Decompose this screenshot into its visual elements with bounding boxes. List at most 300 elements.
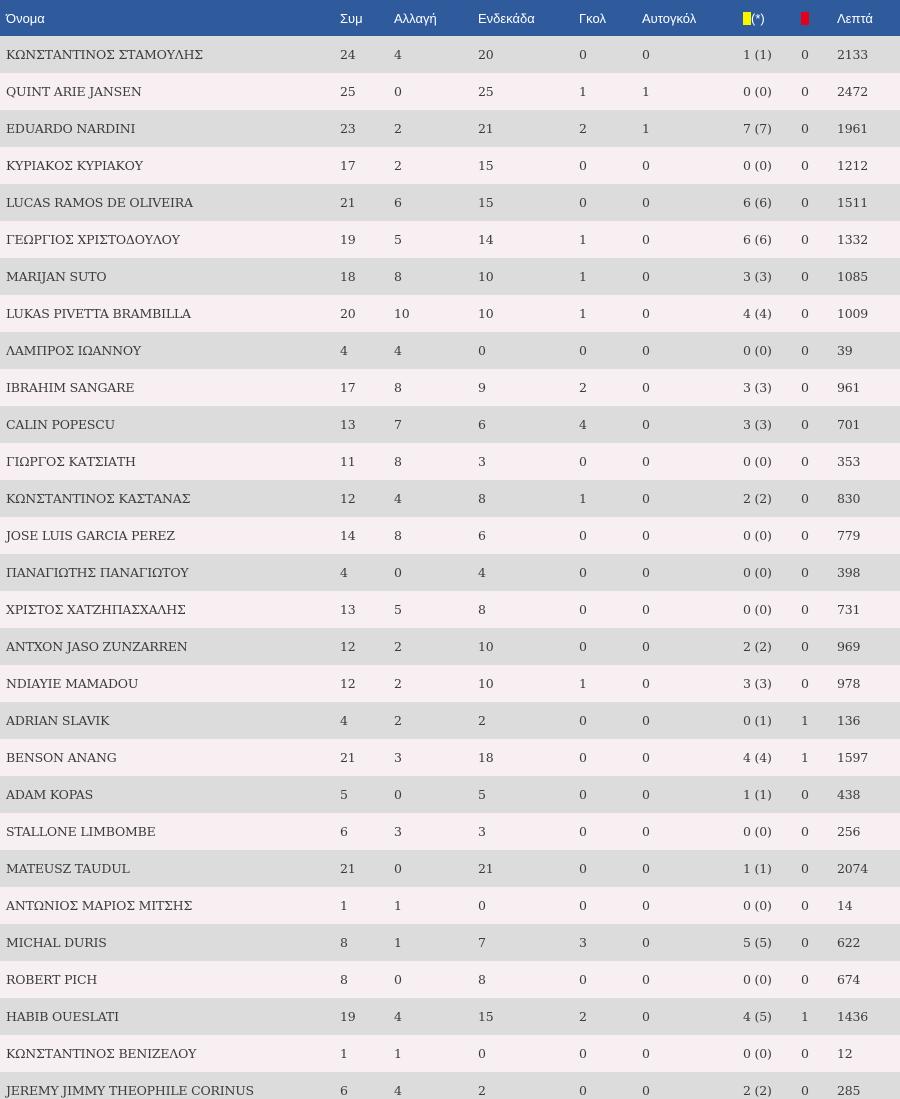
cell-substitute: 0 <box>394 84 402 99</box>
cell-goals: 0 <box>579 750 587 765</box>
cell-appearances: 1 <box>340 1046 348 1061</box>
cell-own-goals: 0 <box>642 898 650 913</box>
cell-goals: 0 <box>579 972 587 987</box>
yellow-card-icon <box>743 12 751 25</box>
cell-appearances: 6 <box>340 1083 348 1098</box>
cell-own-goals: 1 <box>642 121 650 136</box>
cell-goals: 0 <box>579 454 587 469</box>
cell-minutes: 622 <box>837 935 861 950</box>
cell-minutes: 969 <box>837 639 861 654</box>
cell-yellow-cards: 2 (2) <box>743 491 772 506</box>
cell-red-cards: 0 <box>801 306 809 321</box>
cell-name[interactable]: IBRAHIM SANGARE <box>6 380 135 395</box>
column-header-yellow-cards[interactable] <box>737 0 795 36</box>
cell-minutes: 731 <box>837 602 861 617</box>
column-header-red-cards[interactable] <box>795 0 831 36</box>
cell-yellow-cards: 4 (4) <box>743 306 772 321</box>
cell-starting-eleven: 2 <box>478 713 486 728</box>
column-header-own-goals[interactable]: Αυτογκόλ <box>642 10 697 26</box>
cell-yellow-cards: 0 (1) <box>743 713 772 728</box>
cell-name[interactable]: ΚΩΝΣΤΑΝΤΙΝΟΣ ΣΤΑΜΟΥΛΗΣ <box>6 47 203 62</box>
cell-appearances: 13 <box>340 602 356 617</box>
cell-yellow-cards: 0 (0) <box>743 158 772 173</box>
cell-yellow-cards: 0 (0) <box>743 972 772 987</box>
cell-yellow-cards: 0 (0) <box>743 84 772 99</box>
table-row <box>0 184 900 221</box>
column-header-goals[interactable]: Γκολ <box>579 10 606 26</box>
cell-yellow-cards: 1 (1) <box>743 861 772 876</box>
cell-goals: 0 <box>579 861 587 876</box>
cell-substitute: 2 <box>394 676 402 691</box>
cell-own-goals: 0 <box>642 1046 650 1061</box>
cell-substitute: 4 <box>394 491 402 506</box>
table-row <box>0 221 900 258</box>
table-row <box>0 739 900 776</box>
cell-yellow-cards: 3 (3) <box>743 417 772 432</box>
cell-name[interactable]: ΓΙΩΡΓΟΣ ΚΑΤΣΙΑΤΗ <box>6 454 136 469</box>
cell-substitute: 5 <box>394 602 402 617</box>
cell-minutes: 39 <box>837 343 853 358</box>
cell-yellow-cards: 0 (0) <box>743 454 772 469</box>
cell-own-goals: 0 <box>642 269 650 284</box>
cell-substitute: 0 <box>394 787 402 802</box>
table-row <box>0 369 900 406</box>
cell-appearances: 8 <box>340 972 348 987</box>
cell-red-cards: 0 <box>801 1083 809 1098</box>
cell-goals: 0 <box>579 824 587 839</box>
cell-substitute: 8 <box>394 380 402 395</box>
cell-minutes: 961 <box>837 380 861 395</box>
cell-yellow-cards: 0 (0) <box>743 1046 772 1061</box>
cell-yellow-cards: 4 (5) <box>743 1009 772 1024</box>
cell-yellow-cards: 7 (7) <box>743 121 772 136</box>
cell-own-goals: 0 <box>642 602 650 617</box>
cell-appearances: 4 <box>340 713 348 728</box>
cell-substitute: 5 <box>394 232 402 247</box>
cell-name[interactable]: EDUARDO NARDINI <box>6 121 136 136</box>
cell-minutes: 14 <box>837 898 853 913</box>
cell-starting-eleven: 8 <box>478 491 486 506</box>
cell-appearances: 6 <box>340 824 348 839</box>
cell-red-cards: 1 <box>801 713 809 728</box>
cell-own-goals: 0 <box>642 1009 650 1024</box>
red-card-icon <box>801 12 809 25</box>
cell-minutes: 398 <box>837 565 861 580</box>
cell-appearances: 21 <box>340 861 356 876</box>
cell-appearances: 12 <box>340 676 356 691</box>
cell-substitute: 4 <box>394 47 402 62</box>
cell-name[interactable]: ΚΩΝΣΤΑΝΤΙΝΟΣ ΚΑΣΤΑΝΑΣ <box>6 491 191 506</box>
cell-name[interactable]: HABIB OUESLATI <box>6 1009 119 1024</box>
cell-own-goals: 0 <box>642 343 650 358</box>
cell-starting-eleven: 3 <box>478 454 486 469</box>
cell-goals: 1 <box>579 84 587 99</box>
table-row <box>0 147 900 184</box>
cell-own-goals: 0 <box>642 491 650 506</box>
cell-appearances: 8 <box>340 935 348 950</box>
cell-minutes: 1597 <box>837 750 869 765</box>
cell-red-cards: 0 <box>801 824 809 839</box>
cell-substitute: 4 <box>394 1083 402 1098</box>
column-header-starting-eleven[interactable]: Ενδεκάδα <box>478 10 535 26</box>
cell-appearances: 4 <box>340 343 348 358</box>
cell-starting-eleven: 10 <box>478 306 494 321</box>
cell-starting-eleven: 15 <box>478 195 494 210</box>
cell-starting-eleven: 10 <box>478 269 494 284</box>
table-row <box>0 406 900 443</box>
table-row <box>0 443 900 480</box>
cell-starting-eleven: 21 <box>478 861 494 876</box>
cell-goals: 1 <box>579 491 587 506</box>
cell-appearances: 1 <box>340 898 348 913</box>
cell-name[interactable]: ADAM KOPAS <box>6 787 93 802</box>
table-row <box>0 110 900 147</box>
cell-goals: 1 <box>579 676 587 691</box>
cell-substitute: 0 <box>394 861 402 876</box>
cell-substitute: 2 <box>394 639 402 654</box>
cell-yellow-cards: 3 (3) <box>743 269 772 284</box>
cell-minutes: 438 <box>837 787 861 802</box>
cell-yellow-cards: 0 (0) <box>743 824 772 839</box>
column-header-minutes[interactable]: Λεπτά <box>837 10 873 26</box>
column-header-substitute[interactable]: Αλλαγή <box>394 10 437 26</box>
cell-name[interactable]: STALLONE LIMBOMBE <box>6 824 156 839</box>
cell-name[interactable]: MARIJAN SUTO <box>6 269 107 284</box>
yellow-card-suffix: (*) <box>751 10 765 26</box>
table-row <box>0 517 900 554</box>
cell-substitute: 1 <box>394 898 402 913</box>
cell-starting-eleven: 0 <box>478 898 486 913</box>
cell-minutes: 12 <box>837 1046 853 1061</box>
cell-name[interactable]: ANTXON JASO ZUNZARREN <box>6 639 188 654</box>
cell-minutes: 1961 <box>837 121 869 136</box>
cell-minutes: 978 <box>837 676 861 691</box>
cell-minutes: 1085 <box>837 269 869 284</box>
cell-yellow-cards: 3 (3) <box>743 676 772 691</box>
cell-appearances: 14 <box>340 528 356 543</box>
cell-minutes: 1436 <box>837 1009 869 1024</box>
cell-own-goals: 0 <box>642 528 650 543</box>
cell-yellow-cards: 0 (0) <box>743 528 772 543</box>
cell-starting-eleven: 15 <box>478 1009 494 1024</box>
table-row <box>0 1072 900 1099</box>
cell-name[interactable]: ADRIAN SLAVIK <box>6 713 110 728</box>
cell-yellow-cards: 0 (0) <box>743 565 772 580</box>
table-row <box>0 702 900 739</box>
cell-starting-eleven: 3 <box>478 824 486 839</box>
cell-appearances: 12 <box>340 639 356 654</box>
cell-starting-eleven: 21 <box>478 121 494 136</box>
cell-own-goals: 0 <box>642 861 650 876</box>
column-header-name[interactable]: Όνομα <box>6 10 45 26</box>
cell-own-goals: 0 <box>642 972 650 987</box>
cell-appearances: 4 <box>340 565 348 580</box>
cell-starting-eleven: 8 <box>478 972 486 987</box>
cell-starting-eleven: 0 <box>478 343 486 358</box>
column-header-appearances[interactable]: Συμ <box>340 10 363 26</box>
cell-red-cards: 0 <box>801 898 809 913</box>
cell-own-goals: 0 <box>642 676 650 691</box>
cell-name[interactable]: ROBERT PICH <box>6 972 98 987</box>
cell-yellow-cards: 3 (3) <box>743 380 772 395</box>
cell-appearances: 17 <box>340 158 356 173</box>
cell-substitute: 2 <box>394 713 402 728</box>
cell-yellow-cards: 4 (4) <box>743 750 772 765</box>
cell-appearances: 13 <box>340 417 356 432</box>
cell-starting-eleven: 0 <box>478 1046 486 1061</box>
cell-name[interactable]: MICHAL DURIS <box>6 935 107 950</box>
cell-red-cards: 0 <box>801 528 809 543</box>
cell-name[interactable]: MATEUSZ TAUDUL <box>6 861 130 876</box>
cell-goals: 2 <box>579 380 587 395</box>
cell-minutes: 830 <box>837 491 861 506</box>
cell-red-cards: 0 <box>801 972 809 987</box>
cell-goals: 3 <box>579 935 587 950</box>
cell-goals: 0 <box>579 1046 587 1061</box>
cell-substitute: 0 <box>394 565 402 580</box>
cell-starting-eleven: 5 <box>478 787 486 802</box>
table-row <box>0 887 900 924</box>
cell-red-cards: 0 <box>801 454 809 469</box>
cell-substitute: 1 <box>394 935 402 950</box>
cell-substitute: 8 <box>394 454 402 469</box>
cell-yellow-cards: 6 (6) <box>743 232 772 247</box>
cell-own-goals: 0 <box>642 232 650 247</box>
cell-starting-eleven: 9 <box>478 380 486 395</box>
cell-starting-eleven: 4 <box>478 565 486 580</box>
cell-name[interactable]: ΚΥΡΙΑΚΟΣ ΚΥΡΙΑΚΟΥ <box>6 158 143 173</box>
cell-goals: 2 <box>579 1009 587 1024</box>
table-row <box>0 591 900 628</box>
cell-minutes: 1511 <box>837 195 869 210</box>
cell-own-goals: 0 <box>642 1083 650 1098</box>
cell-own-goals: 0 <box>642 47 650 62</box>
cell-red-cards: 0 <box>801 491 809 506</box>
cell-starting-eleven: 6 <box>478 417 486 432</box>
cell-own-goals: 0 <box>642 750 650 765</box>
table-row <box>0 813 900 850</box>
cell-red-cards: 0 <box>801 565 809 580</box>
cell-minutes: 2074 <box>837 861 869 876</box>
cell-minutes: 701 <box>837 417 861 432</box>
cell-substitute: 8 <box>394 528 402 543</box>
cell-goals: 0 <box>579 528 587 543</box>
cell-yellow-cards: 0 (0) <box>743 602 772 617</box>
cell-yellow-cards: 2 (2) <box>743 1083 772 1098</box>
table-body <box>0 36 900 1099</box>
cell-appearances: 21 <box>340 195 356 210</box>
cell-appearances: 12 <box>340 491 356 506</box>
table-row <box>0 776 900 813</box>
cell-name[interactable]: JEREMY JIMMY THEOPHILE CORINUS <box>6 1083 254 1098</box>
cell-goals: 4 <box>579 417 587 432</box>
cell-appearances: 18 <box>340 269 356 284</box>
cell-own-goals: 0 <box>642 787 650 802</box>
table-row <box>0 924 900 961</box>
table-row <box>0 961 900 998</box>
cell-own-goals: 0 <box>642 306 650 321</box>
cell-minutes: 779 <box>837 528 861 543</box>
cell-red-cards: 1 <box>801 1009 809 1024</box>
table-header-row <box>0 0 900 36</box>
cell-minutes: 2472 <box>837 84 869 99</box>
cell-red-cards: 0 <box>801 380 809 395</box>
cell-goals: 1 <box>579 232 587 247</box>
cell-substitute: 4 <box>394 1009 402 1024</box>
cell-goals: 2 <box>579 121 587 136</box>
cell-own-goals: 0 <box>642 713 650 728</box>
cell-own-goals: 0 <box>642 565 650 580</box>
cell-substitute: 7 <box>394 417 402 432</box>
cell-starting-eleven: 10 <box>478 676 494 691</box>
cell-substitute: 1 <box>394 1046 402 1061</box>
table-row <box>0 628 900 665</box>
cell-red-cards: 0 <box>801 84 809 99</box>
cell-starting-eleven: 7 <box>478 935 486 950</box>
cell-appearances: 19 <box>340 232 356 247</box>
cell-goals: 0 <box>579 47 587 62</box>
cell-goals: 1 <box>579 306 587 321</box>
table-row <box>0 295 900 332</box>
cell-starting-eleven: 15 <box>478 158 494 173</box>
cell-minutes: 353 <box>837 454 861 469</box>
cell-substitute: 10 <box>394 306 410 321</box>
table-row <box>0 554 900 591</box>
cell-own-goals: 0 <box>642 195 650 210</box>
cell-goals: 0 <box>579 565 587 580</box>
table-row <box>0 1035 900 1072</box>
cell-red-cards: 0 <box>801 158 809 173</box>
cell-goals: 0 <box>579 639 587 654</box>
cell-name[interactable]: JOSE LUIS GARCIA PEREZ <box>6 528 175 543</box>
cell-own-goals: 0 <box>642 417 650 432</box>
cell-red-cards: 1 <box>801 750 809 765</box>
table-row <box>0 73 900 110</box>
cell-appearances: 25 <box>340 84 356 99</box>
cell-red-cards: 0 <box>801 676 809 691</box>
cell-yellow-cards: 5 (5) <box>743 935 772 950</box>
cell-name[interactable]: QUINT ARIE JANSEN <box>6 84 142 99</box>
cell-appearances: 17 <box>340 380 356 395</box>
cell-appearances: 5 <box>340 787 348 802</box>
table-row <box>0 480 900 517</box>
cell-own-goals: 0 <box>642 824 650 839</box>
cell-yellow-cards: 0 (0) <box>743 898 772 913</box>
cell-starting-eleven: 20 <box>478 47 494 62</box>
cell-substitute: 2 <box>394 121 402 136</box>
cell-red-cards: 0 <box>801 269 809 284</box>
table-row <box>0 998 900 1035</box>
cell-red-cards: 0 <box>801 602 809 617</box>
cell-own-goals: 0 <box>642 454 650 469</box>
cell-substitute: 3 <box>394 824 402 839</box>
cell-red-cards: 0 <box>801 47 809 62</box>
table-row <box>0 36 900 73</box>
cell-appearances: 11 <box>340 454 356 469</box>
cell-red-cards: 0 <box>801 861 809 876</box>
cell-red-cards: 0 <box>801 639 809 654</box>
cell-yellow-cards: 6 (6) <box>743 195 772 210</box>
table-row <box>0 850 900 887</box>
cell-name[interactable]: NDIAYIE MAMADOU <box>6 676 139 691</box>
cell-substitute: 8 <box>394 269 402 284</box>
cell-name[interactable]: ΠΑΝΑΓΙΩΤΗΣ ΠΑΝΑΓΙΩΤΟΥ <box>6 565 189 580</box>
cell-red-cards: 0 <box>801 195 809 210</box>
cell-starting-eleven: 14 <box>478 232 494 247</box>
cell-red-cards: 0 <box>801 935 809 950</box>
cell-name[interactable]: BENSON ANANG <box>6 750 117 765</box>
cell-minutes: 285 <box>837 1083 861 1098</box>
cell-red-cards: 0 <box>801 787 809 802</box>
cell-appearances: 23 <box>340 121 356 136</box>
cell-appearances: 20 <box>340 306 356 321</box>
cell-minutes: 674 <box>837 972 861 987</box>
cell-goals: 0 <box>579 158 587 173</box>
cell-own-goals: 0 <box>642 935 650 950</box>
cell-name[interactable]: LUKAS PIVETTA BRAMBILLA <box>6 306 191 321</box>
cell-goals: 0 <box>579 195 587 210</box>
cell-appearances: 19 <box>340 1009 356 1024</box>
cell-starting-eleven: 6 <box>478 528 486 543</box>
cell-substitute: 6 <box>394 195 402 210</box>
cell-red-cards: 0 <box>801 343 809 358</box>
cell-yellow-cards: 1 (1) <box>743 787 772 802</box>
cell-yellow-cards: 0 (0) <box>743 343 772 358</box>
cell-red-cards: 0 <box>801 417 809 432</box>
cell-yellow-cards: 2 (2) <box>743 639 772 654</box>
cell-own-goals: 0 <box>642 380 650 395</box>
cell-name[interactable]: ΚΩΝΣΤΑΝΤΙΝΟΣ ΒΕΝΙΖΕΛΟΥ <box>6 1046 197 1061</box>
cell-yellow-cards: 1 (1) <box>743 47 772 62</box>
cell-goals: 0 <box>579 1083 587 1098</box>
cell-name[interactable]: LUCAS RAMOS DE OLIVEIRA <box>6 195 193 210</box>
cell-starting-eleven: 18 <box>478 750 494 765</box>
cell-own-goals: 1 <box>642 84 650 99</box>
cell-name[interactable]: ΛΑΜΠΡΟΣ ΙΩΑΝΝΟΥ <box>6 343 141 358</box>
cell-starting-eleven: 8 <box>478 602 486 617</box>
table-row <box>0 665 900 702</box>
cell-name[interactable]: ΧΡΙΣΤΟΣ ΧΑΤΖΗΠΑΣΧΑΛΗΣ <box>6 602 186 617</box>
cell-minutes: 1212 <box>837 158 869 173</box>
table-row <box>0 332 900 369</box>
cell-substitute: 4 <box>394 343 402 358</box>
cell-appearances: 21 <box>340 750 356 765</box>
cell-red-cards: 0 <box>801 121 809 136</box>
cell-starting-eleven: 10 <box>478 639 494 654</box>
cell-goals: 1 <box>579 269 587 284</box>
cell-starting-eleven: 25 <box>478 84 494 99</box>
cell-goals: 0 <box>579 898 587 913</box>
cell-substitute: 2 <box>394 158 402 173</box>
cell-red-cards: 0 <box>801 232 809 247</box>
cell-substitute: 0 <box>394 972 402 987</box>
cell-substitute: 3 <box>394 750 402 765</box>
cell-red-cards: 0 <box>801 1046 809 1061</box>
cell-minutes: 136 <box>837 713 861 728</box>
table-row <box>0 258 900 295</box>
cell-goals: 0 <box>579 343 587 358</box>
cell-starting-eleven: 2 <box>478 1083 486 1098</box>
cell-name[interactable]: CALIN POPESCU <box>6 417 115 432</box>
cell-goals: 0 <box>579 602 587 617</box>
cell-goals: 0 <box>579 713 587 728</box>
cell-own-goals: 0 <box>642 158 650 173</box>
cell-goals: 0 <box>579 787 587 802</box>
cell-own-goals: 0 <box>642 639 650 654</box>
cell-name[interactable]: ΑΝΤΩΝΙΟΣ ΜΑΡΙΟΣ ΜΙΤΣΗΣ <box>6 898 193 913</box>
cell-name[interactable]: ΓΕΩΡΓΙΟΣ ΧΡΙΣΤΟΔΟΥΛΟΥ <box>6 232 180 247</box>
cell-minutes: 2133 <box>837 47 869 62</box>
